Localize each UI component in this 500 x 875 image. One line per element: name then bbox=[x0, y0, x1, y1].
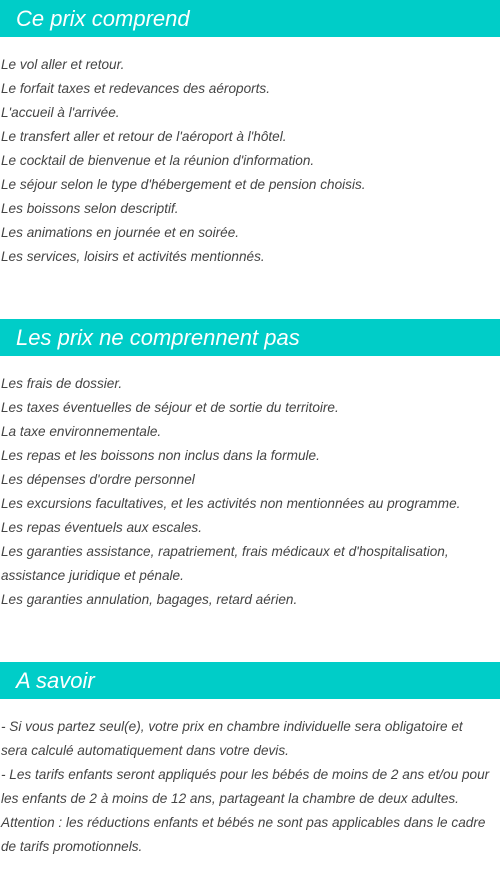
list-item: Les animations en journée et en soirée. bbox=[1, 225, 240, 240]
list-item: - Les tarifs enfants seront appliqués pour les bébés de moins de 2 ans et/ou pour bbox=[1, 767, 490, 782]
list-item: Attention : les réductions enfants et bébés ne sont pas applicables dans le cadre bbox=[1, 815, 486, 830]
section-good-to-know bbox=[0, 662, 500, 859]
list-item: Les services, loisirs et activités mentionnés. bbox=[1, 249, 265, 264]
section-price-includes bbox=[0, 0, 500, 269]
list-item: assistance juridique et pénale. bbox=[1, 568, 184, 583]
excluded-list bbox=[0, 372, 500, 612]
list-item: Les dépenses d'ordre personnel bbox=[1, 472, 195, 487]
list-item: Les boissons selon descriptif. bbox=[1, 201, 179, 216]
list-item: de tarifs promotionnels. bbox=[1, 839, 143, 854]
section-title: Les prix ne comprennent pas bbox=[16, 325, 300, 350]
list-item: Les garanties assistance, rapatriement, frais médicaux et d'hospitalisation, bbox=[1, 544, 449, 559]
list-item: les enfants de 2 à moins de 12 ans, partageant la chambre de deux adultes. bbox=[1, 791, 459, 806]
list-item: Les repas éventuels aux escales. bbox=[1, 520, 203, 535]
list-item: Les repas et les boissons non inclus dans la formule. bbox=[1, 448, 320, 463]
included-list bbox=[0, 53, 500, 269]
list-item: Les garanties annulation, bagages, retard aérien. bbox=[1, 592, 298, 607]
list-item: Les excursions facultatives, et les activités non mentionnées au programme. bbox=[1, 496, 461, 511]
list-item: La taxe environnementale. bbox=[1, 424, 162, 439]
list-item: - Si vous partez seul(e), votre prix en chambre individuelle sera obligatoire et bbox=[1, 719, 463, 734]
info-list bbox=[0, 715, 500, 859]
section-price-excludes bbox=[0, 319, 500, 612]
list-item: sera calculé automatiquement dans votre devis. bbox=[1, 743, 289, 758]
list-item: Le transfert aller et retour de l'aéroport à l'hôtel. bbox=[1, 129, 287, 144]
section-title: A savoir bbox=[16, 668, 95, 693]
list-item: Le forfait taxes et redevances des aéroports. bbox=[1, 81, 271, 96]
section-banner bbox=[0, 0, 500, 37]
list-item: Les frais de dossier. bbox=[1, 376, 123, 391]
list-item: Le vol aller et retour. bbox=[1, 57, 125, 72]
list-item: Les taxes éventuelles de séjour et de sortie du territoire. bbox=[1, 400, 339, 415]
section-title: Ce prix comprend bbox=[16, 6, 190, 31]
section-banner bbox=[0, 662, 500, 699]
list-item: L'accueil à l'arrivée. bbox=[1, 105, 120, 120]
section-banner bbox=[0, 319, 500, 356]
list-item: Le séjour selon le type d'hébergement et de pension choisis. bbox=[1, 177, 366, 192]
list-item: Le cocktail de bienvenue et la réunion d'information. bbox=[1, 153, 315, 168]
